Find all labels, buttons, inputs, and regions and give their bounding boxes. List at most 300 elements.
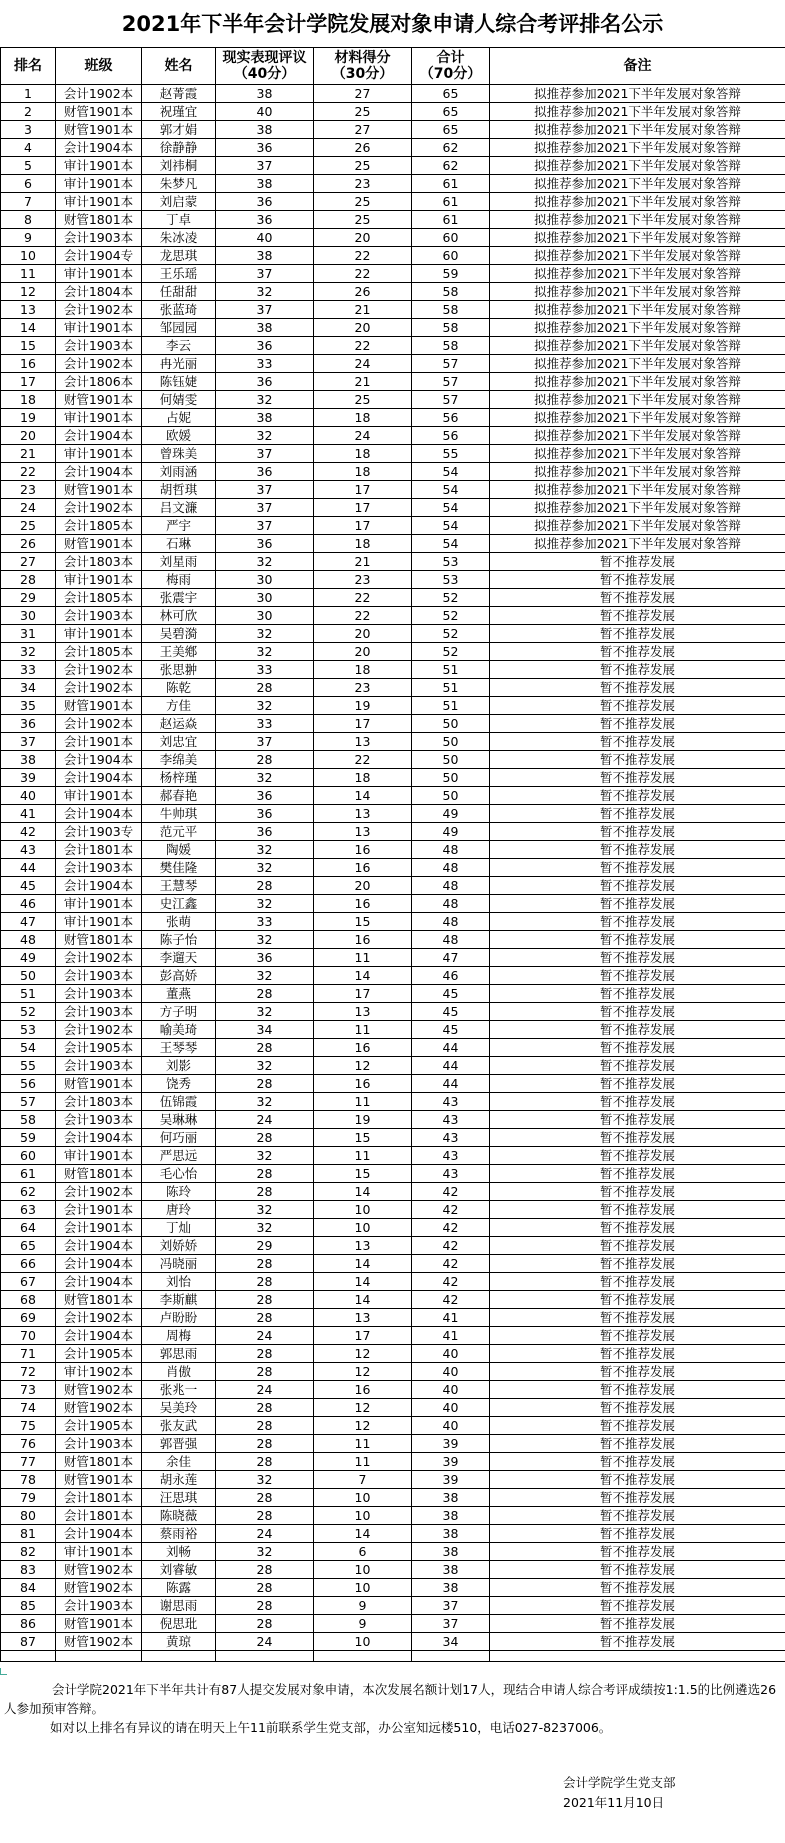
note-cell: 拟推荐参加2021下半年发展对象答辩 [490, 319, 785, 337]
class-cell: 会计1904本 [56, 769, 142, 787]
table-row [1, 643, 785, 661]
page-title: 2021年下半年会计学院发展对象申请人综合考评排名公示 [0, 0, 785, 48]
name-cell: 喻美琦 [142, 1021, 216, 1039]
total-score-cell: 48 [412, 895, 490, 913]
class-cell: 会计1801本 [56, 841, 142, 859]
total-score-cell: 44 [412, 1039, 490, 1057]
table-row [1, 769, 785, 787]
class-cell: 会计1805本 [56, 589, 142, 607]
material-score-cell: 24 [314, 355, 412, 373]
name-cell: 汪思琪 [142, 1489, 216, 1507]
name-cell: 张友武 [142, 1417, 216, 1435]
total-score-cell: 62 [412, 139, 490, 157]
note-cell: 暂不推荐发展 [490, 1615, 785, 1633]
material-score-cell: 12 [314, 1057, 412, 1075]
note-cell: 暂不推荐发展 [490, 1399, 785, 1417]
rank-cell: 62 [1, 1183, 56, 1201]
rank-cell: 5 [1, 157, 56, 175]
rank-cell: 86 [1, 1615, 56, 1633]
table-row [1, 1003, 785, 1021]
table-row [1, 967, 785, 985]
class-cell: 会计1805本 [56, 643, 142, 661]
class-cell: 会计1902本 [56, 1183, 142, 1201]
class-cell: 会计1904本 [56, 1237, 142, 1255]
note-cell: 暂不推荐发展 [490, 1129, 785, 1147]
note-cell: 暂不推荐发展 [490, 1417, 785, 1435]
table-row [1, 1237, 785, 1255]
material-score-cell: 16 [314, 1075, 412, 1093]
name-cell: 郭晋强 [142, 1435, 216, 1453]
performance-score-cell: 24 [216, 1633, 314, 1651]
material-score-cell: 22 [314, 247, 412, 265]
rank-cell: 31 [1, 625, 56, 643]
total-score-cell: 38 [412, 1579, 490, 1597]
note-cell: 拟推荐参加2021下半年发展对象答辩 [490, 85, 785, 103]
material-score-cell: 22 [314, 589, 412, 607]
performance-score-cell: 40 [216, 103, 314, 121]
class-cell: 审计1901本 [56, 319, 142, 337]
rank-cell: 25 [1, 517, 56, 535]
note-cell: 暂不推荐发展 [490, 1039, 785, 1057]
table-row [1, 931, 785, 949]
name-cell: 冉光丽 [142, 355, 216, 373]
total-score-cell: 43 [412, 1111, 490, 1129]
total-score-cell: 42 [412, 1237, 490, 1255]
material-score-cell: 10 [314, 1219, 412, 1237]
signature: 会计学院学生党支部 [563, 1775, 676, 1790]
total-score-cell: 61 [412, 175, 490, 193]
name-cell: 丁灿 [142, 1219, 216, 1237]
note-cell: 拟推荐参加2021下半年发展对象答辩 [490, 517, 785, 535]
note-cell: 暂不推荐发展 [490, 751, 785, 769]
note-cell: 暂不推荐发展 [490, 1345, 785, 1363]
material-score-cell: 22 [314, 607, 412, 625]
table-row [1, 1615, 785, 1633]
class-cell: 会计1903本 [56, 1111, 142, 1129]
note-cell: 拟推荐参加2021下半年发展对象答辩 [490, 463, 785, 481]
total-score-cell: 57 [412, 391, 490, 409]
rank-cell: 34 [1, 679, 56, 697]
name-cell: 饶秀 [142, 1075, 216, 1093]
note-cell: 拟推荐参加2021下半年发展对象答辩 [490, 373, 785, 391]
material-score-cell: 11 [314, 1093, 412, 1111]
performance-score-cell: 32 [216, 643, 314, 661]
header-total [412, 48, 490, 85]
name-cell: 曾珠美 [142, 445, 216, 463]
material-score-cell: 16 [314, 1039, 412, 1057]
table-row [1, 1057, 785, 1075]
note-cell: 拟推荐参加2021下半年发展对象答辩 [490, 157, 785, 175]
rank-cell: 7 [1, 193, 56, 211]
rank-cell: 48 [1, 931, 56, 949]
rank-cell: 12 [1, 283, 56, 301]
material-score-cell: 26 [314, 283, 412, 301]
name-cell: 毛心怡 [142, 1165, 216, 1183]
class-cell: 会计1904本 [56, 139, 142, 157]
rank-cell: 67 [1, 1273, 56, 1291]
total-score-cell: 38 [412, 1543, 490, 1561]
name-cell: 李遛天 [142, 949, 216, 967]
material-score-cell: 25 [314, 193, 412, 211]
performance-score-cell: 40 [216, 229, 314, 247]
note-cell: 拟推荐参加2021下半年发展对象答辩 [490, 499, 785, 517]
name-cell: 彭高娇 [142, 967, 216, 985]
table-row [1, 1399, 785, 1417]
table-row [1, 157, 785, 175]
material-score-cell: 16 [314, 841, 412, 859]
class-cell: 会计1902本 [56, 715, 142, 733]
material-score-cell: 18 [314, 409, 412, 427]
table-row [1, 139, 785, 157]
total-score-cell: 48 [412, 877, 490, 895]
performance-score-cell: 32 [216, 895, 314, 913]
empty-cell [412, 1651, 490, 1662]
material-score-cell: 14 [314, 1273, 412, 1291]
note-cell: 暂不推荐发展 [490, 733, 785, 751]
performance-score-cell: 28 [216, 1561, 314, 1579]
total-score-cell: 57 [412, 373, 490, 391]
note-cell: 暂不推荐发展 [490, 697, 785, 715]
total-score-cell: 48 [412, 913, 490, 931]
performance-score-cell: 38 [216, 319, 314, 337]
note-cell: 暂不推荐发展 [490, 841, 785, 859]
class-cell: 会计1805本 [56, 517, 142, 535]
total-score-cell: 41 [412, 1327, 490, 1345]
total-score-cell: 43 [412, 1129, 490, 1147]
note-cell: 拟推荐参加2021下半年发展对象答辩 [490, 211, 785, 229]
performance-score-cell: 38 [216, 409, 314, 427]
name-cell: 李绵美 [142, 751, 216, 769]
table-row [1, 823, 785, 841]
rank-cell: 1 [1, 85, 56, 103]
table-row [1, 733, 785, 751]
performance-score-cell: 24 [216, 1381, 314, 1399]
class-cell: 会计1801本 [56, 1507, 142, 1525]
table-header-row [1, 48, 785, 85]
performance-score-cell: 28 [216, 1129, 314, 1147]
class-cell: 会计1904本 [56, 1255, 142, 1273]
performance-score-cell: 24 [216, 1111, 314, 1129]
total-score-cell: 39 [412, 1453, 490, 1471]
performance-score-cell: 30 [216, 607, 314, 625]
class-cell: 会计1903本 [56, 607, 142, 625]
note-cell: 暂不推荐发展 [490, 1093, 785, 1111]
name-cell: 陶媛 [142, 841, 216, 859]
total-score-cell: 48 [412, 931, 490, 949]
table-row [1, 589, 785, 607]
name-cell: 严宇 [142, 517, 216, 535]
table-row [1, 1219, 785, 1237]
performance-score-cell: 28 [216, 1399, 314, 1417]
total-score-cell: 52 [412, 589, 490, 607]
name-cell: 吴美玲 [142, 1399, 216, 1417]
note-cell: 暂不推荐发展 [490, 949, 785, 967]
material-score-cell: 20 [314, 319, 412, 337]
name-cell: 胡永莲 [142, 1471, 216, 1489]
rank-cell: 59 [1, 1129, 56, 1147]
total-score-cell: 59 [412, 265, 490, 283]
table-row [1, 1435, 785, 1453]
material-score-cell: 14 [314, 787, 412, 805]
class-cell: 会计1904本 [56, 751, 142, 769]
class-cell: 财管1901本 [56, 121, 142, 139]
table-row [1, 985, 785, 1003]
total-score-cell: 43 [412, 1093, 490, 1111]
rank-cell: 65 [1, 1237, 56, 1255]
note-cell: 拟推荐参加2021下半年发展对象答辩 [490, 139, 785, 157]
total-score-cell: 42 [412, 1291, 490, 1309]
rank-cell: 52 [1, 1003, 56, 1021]
name-cell: 李云 [142, 337, 216, 355]
total-score-cell: 65 [412, 103, 490, 121]
performance-score-cell: 36 [216, 535, 314, 553]
note-cell: 暂不推荐发展 [490, 1111, 785, 1129]
header-class: 班级 [56, 48, 142, 85]
performance-score-cell: 28 [216, 985, 314, 1003]
class-cell: 会计1806本 [56, 373, 142, 391]
table-row [1, 1471, 785, 1489]
performance-score-cell: 28 [216, 1273, 314, 1291]
rank-cell: 74 [1, 1399, 56, 1417]
note-cell: 暂不推荐发展 [490, 1147, 785, 1165]
empty-cell [142, 1651, 216, 1662]
note-cell: 暂不推荐发展 [490, 1219, 785, 1237]
name-cell: 伍锦霞 [142, 1093, 216, 1111]
total-score-cell: 62 [412, 157, 490, 175]
performance-score-cell: 36 [216, 193, 314, 211]
performance-score-cell: 30 [216, 589, 314, 607]
total-score-cell: 42 [412, 1201, 490, 1219]
class-cell: 会计1903本 [56, 1003, 142, 1021]
performance-score-cell: 32 [216, 1201, 314, 1219]
class-cell: 会计1903本 [56, 1435, 142, 1453]
name-cell: 刘睿敏 [142, 1561, 216, 1579]
note-cell: 拟推荐参加2021下半年发展对象答辩 [490, 409, 785, 427]
note-cell: 暂不推荐发展 [490, 1057, 785, 1075]
note-cell: 拟推荐参加2021下半年发展对象答辩 [490, 535, 785, 553]
note-cell: 暂不推荐发展 [490, 1579, 785, 1597]
class-cell: 审计1901本 [56, 895, 142, 913]
total-score-cell: 40 [412, 1381, 490, 1399]
performance-score-cell: 32 [216, 1093, 314, 1111]
table-row [1, 697, 785, 715]
material-score-cell: 12 [314, 1399, 412, 1417]
class-cell: 会计1902本 [56, 1309, 142, 1327]
table-row [1, 751, 785, 769]
material-score-cell: 15 [314, 913, 412, 931]
performance-score-cell: 30 [216, 571, 314, 589]
class-cell: 审计1901本 [56, 445, 142, 463]
note-cell: 暂不推荐发展 [490, 877, 785, 895]
date: 2021年11月10日 [563, 1795, 665, 1810]
performance-score-cell: 36 [216, 211, 314, 229]
name-cell: 刘祎桐 [142, 157, 216, 175]
name-cell: 陈晓薇 [142, 1507, 216, 1525]
material-score-cell: 10 [314, 1489, 412, 1507]
table-row [1, 1165, 785, 1183]
material-score-cell: 15 [314, 1165, 412, 1183]
table-row [1, 1129, 785, 1147]
material-score-cell: 17 [314, 1327, 412, 1345]
table-row [1, 517, 785, 535]
performance-score-cell: 33 [216, 913, 314, 931]
note-cell: 拟推荐参加2021下半年发展对象答辩 [490, 391, 785, 409]
class-cell: 会计1904本 [56, 1327, 142, 1345]
ranking-table [0, 47, 785, 1662]
rank-cell: 6 [1, 175, 56, 193]
material-score-cell: 17 [314, 499, 412, 517]
class-cell: 审计1901本 [56, 409, 142, 427]
note-cell: 暂不推荐发展 [490, 1507, 785, 1525]
rank-cell: 68 [1, 1291, 56, 1309]
material-score-cell: 14 [314, 1255, 412, 1273]
rank-cell: 9 [1, 229, 56, 247]
rank-cell: 20 [1, 427, 56, 445]
name-cell: 赵运焱 [142, 715, 216, 733]
table-row [1, 625, 785, 643]
performance-score-cell: 32 [216, 1543, 314, 1561]
table-row [1, 481, 785, 499]
performance-score-cell: 28 [216, 1417, 314, 1435]
performance-score-cell: 32 [216, 931, 314, 949]
performance-score-cell: 28 [216, 1255, 314, 1273]
note-cell: 暂不推荐发展 [490, 967, 785, 985]
note-cell: 暂不推荐发展 [490, 1021, 785, 1039]
note-cell: 拟推荐参加2021下半年发展对象答辩 [490, 427, 785, 445]
total-score-cell: 49 [412, 805, 490, 823]
performance-score-cell: 32 [216, 391, 314, 409]
name-cell: 朱梦凡 [142, 175, 216, 193]
note-cell: 暂不推荐发展 [490, 1075, 785, 1093]
performance-score-cell: 24 [216, 1525, 314, 1543]
note-cell: 暂不推荐发展 [490, 1363, 785, 1381]
note-cell: 暂不推荐发展 [490, 1327, 785, 1345]
performance-score-cell: 28 [216, 1183, 314, 1201]
name-cell: 吴碧漪 [142, 625, 216, 643]
table-row [1, 841, 785, 859]
rank-cell: 21 [1, 445, 56, 463]
name-cell: 刘忠宜 [142, 733, 216, 751]
name-cell: 吴琳琳 [142, 1111, 216, 1129]
total-score-cell: 65 [412, 121, 490, 139]
rank-cell: 37 [1, 733, 56, 751]
material-score-cell: 11 [314, 1453, 412, 1471]
performance-score-cell: 28 [216, 751, 314, 769]
total-score-cell: 40 [412, 1345, 490, 1363]
note-cell: 暂不推荐发展 [490, 1525, 785, 1543]
table-row [1, 355, 785, 373]
performance-score-cell: 38 [216, 121, 314, 139]
performance-score-cell: 33 [216, 715, 314, 733]
class-cell: 会计1901本 [56, 1219, 142, 1237]
material-score-cell: 12 [314, 1417, 412, 1435]
name-cell: 刘畅 [142, 1543, 216, 1561]
class-cell: 审计1901本 [56, 265, 142, 283]
total-score-cell: 38 [412, 1525, 490, 1543]
rank-cell: 75 [1, 1417, 56, 1435]
name-cell: 肖傲 [142, 1363, 216, 1381]
material-score-cell: 16 [314, 1381, 412, 1399]
name-cell: 郭思雨 [142, 1345, 216, 1363]
total-score-cell: 56 [412, 427, 490, 445]
class-cell: 会计1904本 [56, 877, 142, 895]
material-score-cell: 18 [314, 463, 412, 481]
material-score-cell: 14 [314, 1525, 412, 1543]
material-score-cell: 11 [314, 1147, 412, 1165]
name-cell: 陈露 [142, 1579, 216, 1597]
name-cell: 徐静静 [142, 139, 216, 157]
class-cell: 财管1901本 [56, 1471, 142, 1489]
note-cell: 暂不推荐发展 [490, 1165, 785, 1183]
performance-score-cell: 32 [216, 697, 314, 715]
material-score-cell: 14 [314, 1183, 412, 1201]
rank-cell: 26 [1, 535, 56, 553]
rank-cell: 45 [1, 877, 56, 895]
name-cell: 刘娇娇 [142, 1237, 216, 1255]
rank-cell: 49 [1, 949, 56, 967]
footer-paragraph-2: 如对以上排名有异议的请在明天上午11前联系学生党支部，办公室知远楼510，电话027-8237006。 [50, 1720, 612, 1735]
class-cell: 财管1901本 [56, 697, 142, 715]
table-row [1, 1561, 785, 1579]
rank-cell: 70 [1, 1327, 56, 1345]
total-score-cell: 34 [412, 1633, 490, 1651]
material-score-cell: 14 [314, 1291, 412, 1309]
name-cell: 何巧丽 [142, 1129, 216, 1147]
rank-cell: 29 [1, 589, 56, 607]
material-score-cell: 22 [314, 751, 412, 769]
rank-cell: 81 [1, 1525, 56, 1543]
rank-cell: 22 [1, 463, 56, 481]
table-row [1, 193, 785, 211]
table-row [1, 877, 785, 895]
class-cell: 审计1901本 [56, 787, 142, 805]
material-score-cell: 9 [314, 1597, 412, 1615]
total-score-cell: 53 [412, 571, 490, 589]
class-cell: 会计1904本 [56, 427, 142, 445]
note-cell: 暂不推荐发展 [490, 769, 785, 787]
material-score-cell: 10 [314, 1633, 412, 1651]
table-row [1, 535, 785, 553]
note-cell: 拟推荐参加2021下半年发展对象答辩 [490, 265, 785, 283]
material-score-cell: 14 [314, 967, 412, 985]
table-row [1, 499, 785, 517]
material-score-cell: 20 [314, 877, 412, 895]
rank-cell: 33 [1, 661, 56, 679]
name-cell: 赵菁霞 [142, 85, 216, 103]
class-cell: 会计1903本 [56, 859, 142, 877]
total-score-cell: 37 [412, 1597, 490, 1615]
class-cell: 会计1904本 [56, 1525, 142, 1543]
total-score-cell: 45 [412, 1021, 490, 1039]
note-cell: 暂不推荐发展 [490, 805, 785, 823]
note-cell: 暂不推荐发展 [490, 661, 785, 679]
name-cell: 蔡雨裕 [142, 1525, 216, 1543]
material-score-cell: 23 [314, 571, 412, 589]
rank-cell: 17 [1, 373, 56, 391]
performance-score-cell: 32 [216, 553, 314, 571]
total-score-cell: 58 [412, 319, 490, 337]
name-cell: 樊佳隆 [142, 859, 216, 877]
rank-cell: 40 [1, 787, 56, 805]
material-score-cell: 27 [314, 85, 412, 103]
table-row [1, 1417, 785, 1435]
name-cell: 林可欣 [142, 607, 216, 625]
total-score-cell: 51 [412, 679, 490, 697]
total-score-cell: 39 [412, 1471, 490, 1489]
name-cell: 周梅 [142, 1327, 216, 1345]
material-score-cell: 10 [314, 1507, 412, 1525]
class-cell: 会计1905本 [56, 1417, 142, 1435]
